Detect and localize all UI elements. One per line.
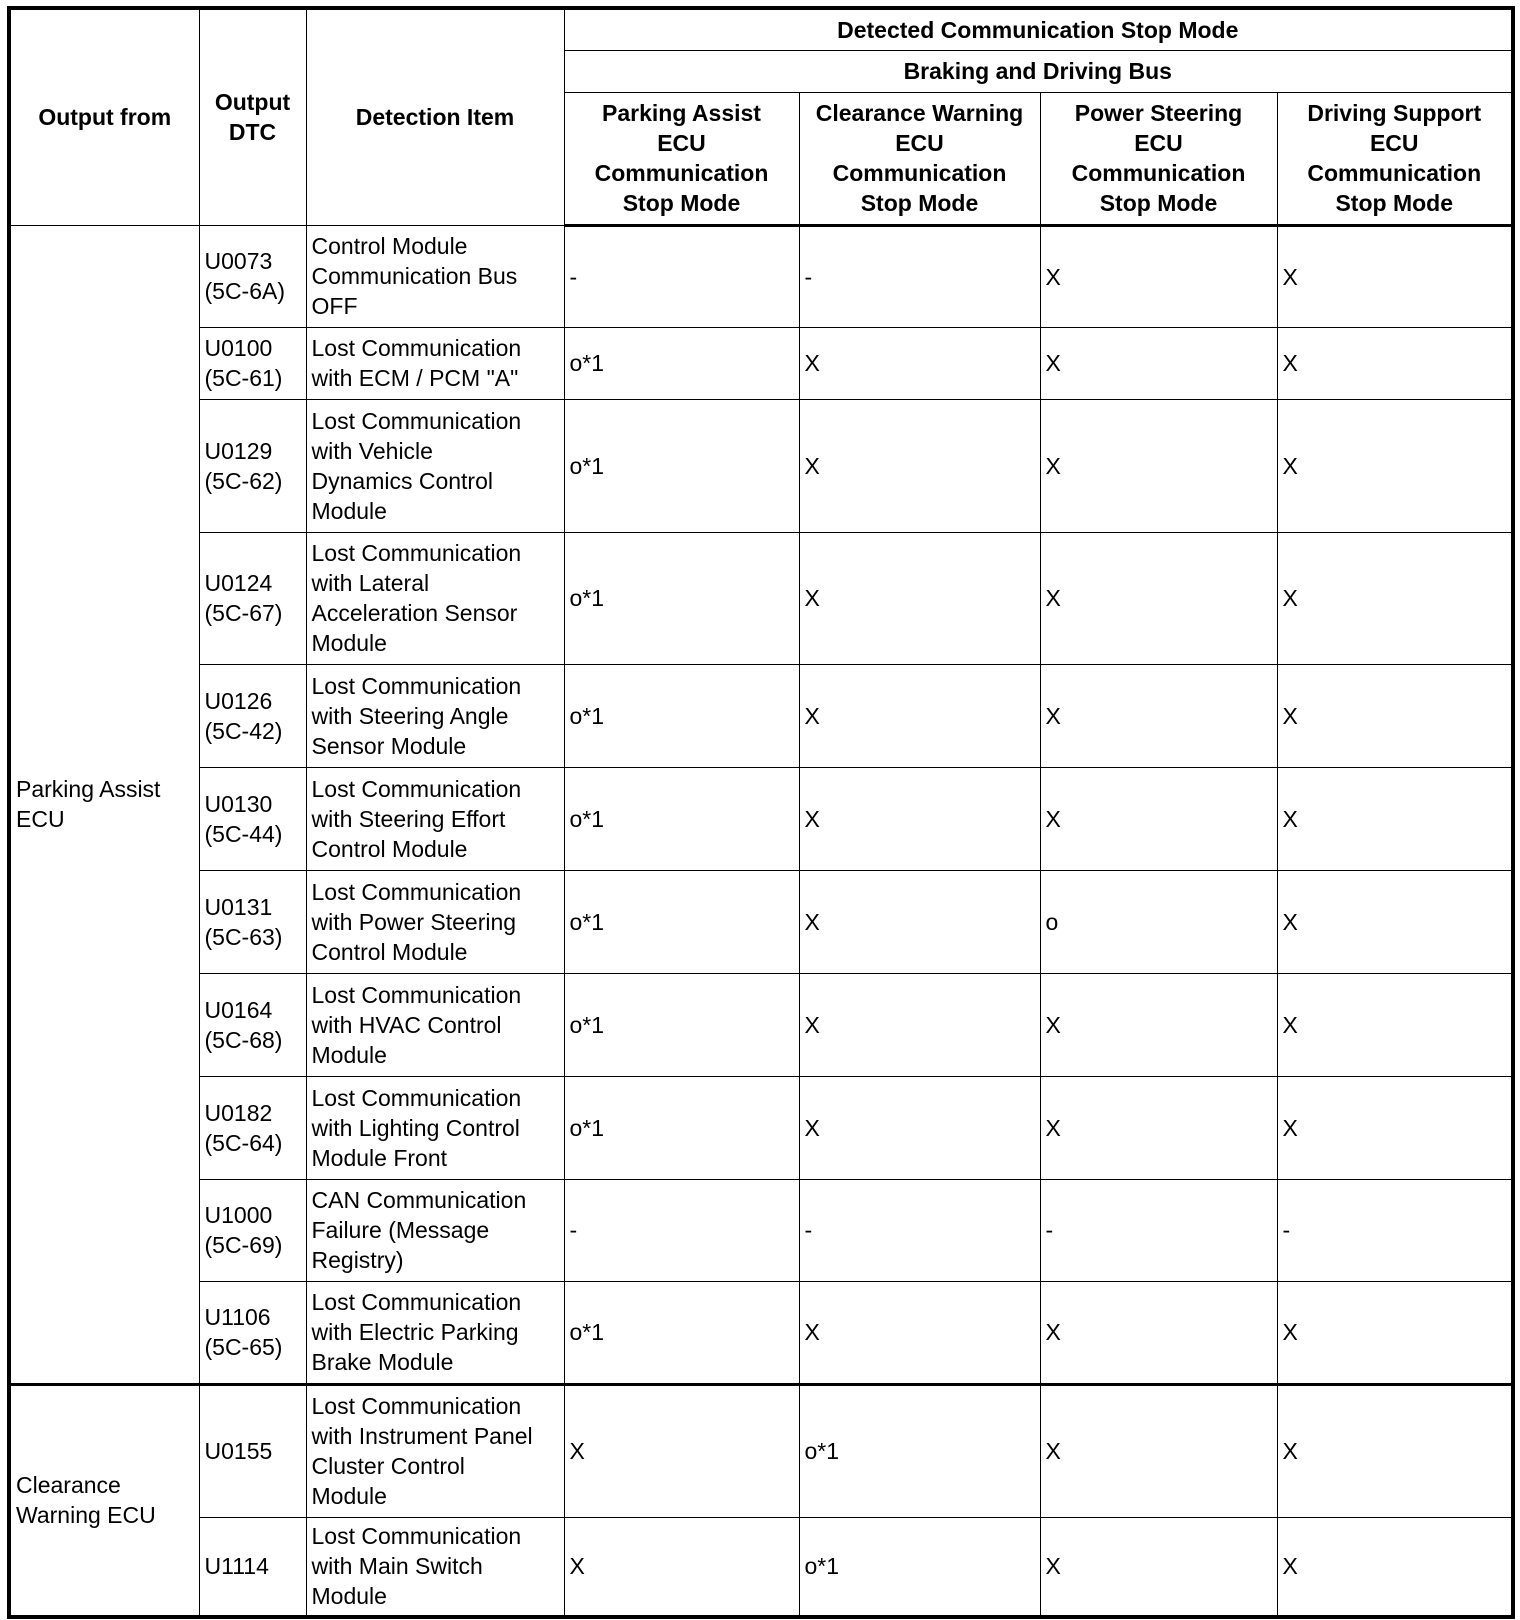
- table-row: [9, 973, 1513, 1076]
- mode-value-cell: o*1: [799, 1517, 1040, 1617]
- mode-value-cell: X: [1040, 327, 1277, 399]
- header-detected-mode: Detected Communication Stop Mode: [564, 8, 1513, 50]
- detection-item-cell: Lost Communication with Instrument Panel Cluster Control Module: [306, 1384, 564, 1517]
- detection-item-cell: Lost Communication with Lighting Control Module Front: [306, 1076, 564, 1179]
- mode-value-cell: X: [1277, 973, 1513, 1076]
- mode-value-cell: X: [1277, 532, 1513, 664]
- mode-value-cell: X: [799, 327, 1040, 399]
- header-mode-parking-assist: Parking Assist ECU Communication Stop Mode: [564, 92, 799, 225]
- mode-value-cell: o*1: [564, 870, 799, 973]
- detection-item-cell: Lost Communication with Vehicle Dynamics Control Module: [306, 399, 564, 532]
- dtc-cell: U0126 (5C-42): [199, 664, 306, 767]
- dtc-cell: U0100 (5C-61): [199, 327, 306, 399]
- mode-value-cell: o*1: [564, 327, 799, 399]
- table-row: [9, 870, 1513, 973]
- mode-value-cell: X: [1040, 767, 1277, 870]
- detection-item-cell: Lost Communication with Electric Parking Brake Module: [306, 1281, 564, 1384]
- mode-value-cell: o*1: [564, 1076, 799, 1179]
- header-mode-power-steering: Power Steering ECU Communication Stop Mode: [1040, 92, 1277, 225]
- detection-item-cell: CAN Communication Failure (Message Registry): [306, 1179, 564, 1281]
- mode-value-cell: X: [564, 1384, 799, 1517]
- mode-value-cell: X: [1277, 327, 1513, 399]
- table-row: [9, 664, 1513, 767]
- table-row: [9, 327, 1513, 399]
- mode-value-cell: X: [1277, 664, 1513, 767]
- mode-value-cell: X: [1040, 1517, 1277, 1617]
- dtc-cell: U0182 (5C-64): [199, 1076, 306, 1179]
- mode-value-cell: X: [1040, 973, 1277, 1076]
- dtc-cell: U1106 (5C-65): [199, 1281, 306, 1384]
- mode-value-cell: X: [799, 767, 1040, 870]
- mode-value-cell: -: [799, 1179, 1040, 1281]
- dtc-cell: U0124 (5C-67): [199, 532, 306, 664]
- mode-value-cell: o*1: [564, 1281, 799, 1384]
- mode-value-cell: o*1: [564, 532, 799, 664]
- table-row: [9, 1517, 1513, 1617]
- output-from-cell: Clearance Warning ECU: [9, 1384, 199, 1617]
- mode-value-cell: o*1: [564, 664, 799, 767]
- table-row: [9, 1384, 1513, 1517]
- output-from-cell: Parking Assist ECU: [9, 225, 199, 1384]
- mode-value-cell: -: [1040, 1179, 1277, 1281]
- table-row: [9, 225, 1513, 327]
- mode-value-cell: X: [1040, 1076, 1277, 1179]
- mode-value-cell: X: [1277, 225, 1513, 327]
- mode-value-cell: X: [799, 399, 1040, 532]
- header-mode-driving-support: Driving Support ECU Communication Stop Mode: [1277, 92, 1513, 225]
- mode-value-cell: -: [799, 225, 1040, 327]
- header-mode-clearance-warning: Clearance Warning ECU Communication Stop Mode: [799, 92, 1040, 225]
- mode-value-cell: o*1: [564, 973, 799, 1076]
- mode-value-cell: X: [799, 1076, 1040, 1179]
- table-row: [9, 767, 1513, 870]
- dtc-cell: U0164 (5C-68): [199, 973, 306, 1076]
- mode-value-cell: X: [799, 1281, 1040, 1384]
- mode-value-cell: X: [1277, 1517, 1513, 1617]
- dtc-cell: U0131 (5C-63): [199, 870, 306, 973]
- mode-value-cell: X: [1277, 1076, 1513, 1179]
- mode-value-cell: X: [799, 664, 1040, 767]
- table-row: [9, 1076, 1513, 1179]
- mode-value-cell: -: [564, 225, 799, 327]
- dtc-cell: U0129 (5C-62): [199, 399, 306, 532]
- mode-value-cell: X: [799, 532, 1040, 664]
- detection-item-cell: Lost Communication with Main Switch Module: [306, 1517, 564, 1617]
- mode-value-cell: o: [1040, 870, 1277, 973]
- mode-value-cell: o*1: [799, 1384, 1040, 1517]
- dtc-cell: U0155: [199, 1384, 306, 1517]
- mode-value-cell: X: [1040, 664, 1277, 767]
- detection-item-cell: Lost Communication with Steering Effort Control Module: [306, 767, 564, 870]
- mode-value-cell: X: [1277, 870, 1513, 973]
- table-row: [9, 399, 1513, 532]
- mode-value-cell: o*1: [564, 767, 799, 870]
- dtc-cell: U0130 (5C-44): [199, 767, 306, 870]
- detection-item-cell: Lost Communication with Steering Angle Sensor Module: [306, 664, 564, 767]
- header-output-from: Output from: [9, 8, 199, 225]
- dtc-communication-stop-mode-table: [7, 6, 1515, 1619]
- mode-value-cell: X: [799, 870, 1040, 973]
- mode-value-cell: -: [1277, 1179, 1513, 1281]
- header-output-dtc: Output DTC: [199, 8, 306, 225]
- dtc-cell: U1000 (5C-69): [199, 1179, 306, 1281]
- mode-value-cell: X: [1277, 399, 1513, 532]
- detection-item-cell: Lost Communication with Power Steering Control Module: [306, 870, 564, 973]
- dtc-cell: U1114: [199, 1517, 306, 1617]
- table-body: [9, 225, 1513, 1617]
- header-detection-item: Detection Item: [306, 8, 564, 225]
- mode-value-cell: -: [564, 1179, 799, 1281]
- mode-value-cell: X: [1277, 1384, 1513, 1517]
- mode-value-cell: X: [799, 973, 1040, 1076]
- mode-value-cell: X: [1040, 399, 1277, 532]
- header-bus: Braking and Driving Bus: [564, 50, 1513, 92]
- detection-item-cell: Control Module Communication Bus OFF: [306, 225, 564, 327]
- mode-value-cell: X: [1040, 1281, 1277, 1384]
- detection-item-cell: Lost Communication with HVAC Control Module: [306, 973, 564, 1076]
- detection-item-cell: Lost Communication with ECM / PCM "A": [306, 327, 564, 399]
- mode-value-cell: X: [1040, 532, 1277, 664]
- mode-value-cell: X: [1277, 767, 1513, 870]
- mode-value-cell: X: [1040, 1384, 1277, 1517]
- detection-item-cell: Lost Communication with Lateral Acceleration Sensor Module: [306, 532, 564, 664]
- mode-value-cell: X: [1040, 225, 1277, 327]
- mode-value-cell: X: [1277, 1281, 1513, 1384]
- dtc-cell: U0073 (5C-6A): [199, 225, 306, 327]
- table-row: [9, 532, 1513, 664]
- table-row: [9, 1281, 1513, 1384]
- table-row: [9, 1179, 1513, 1281]
- mode-value-cell: o*1: [564, 399, 799, 532]
- mode-value-cell: X: [564, 1517, 799, 1617]
